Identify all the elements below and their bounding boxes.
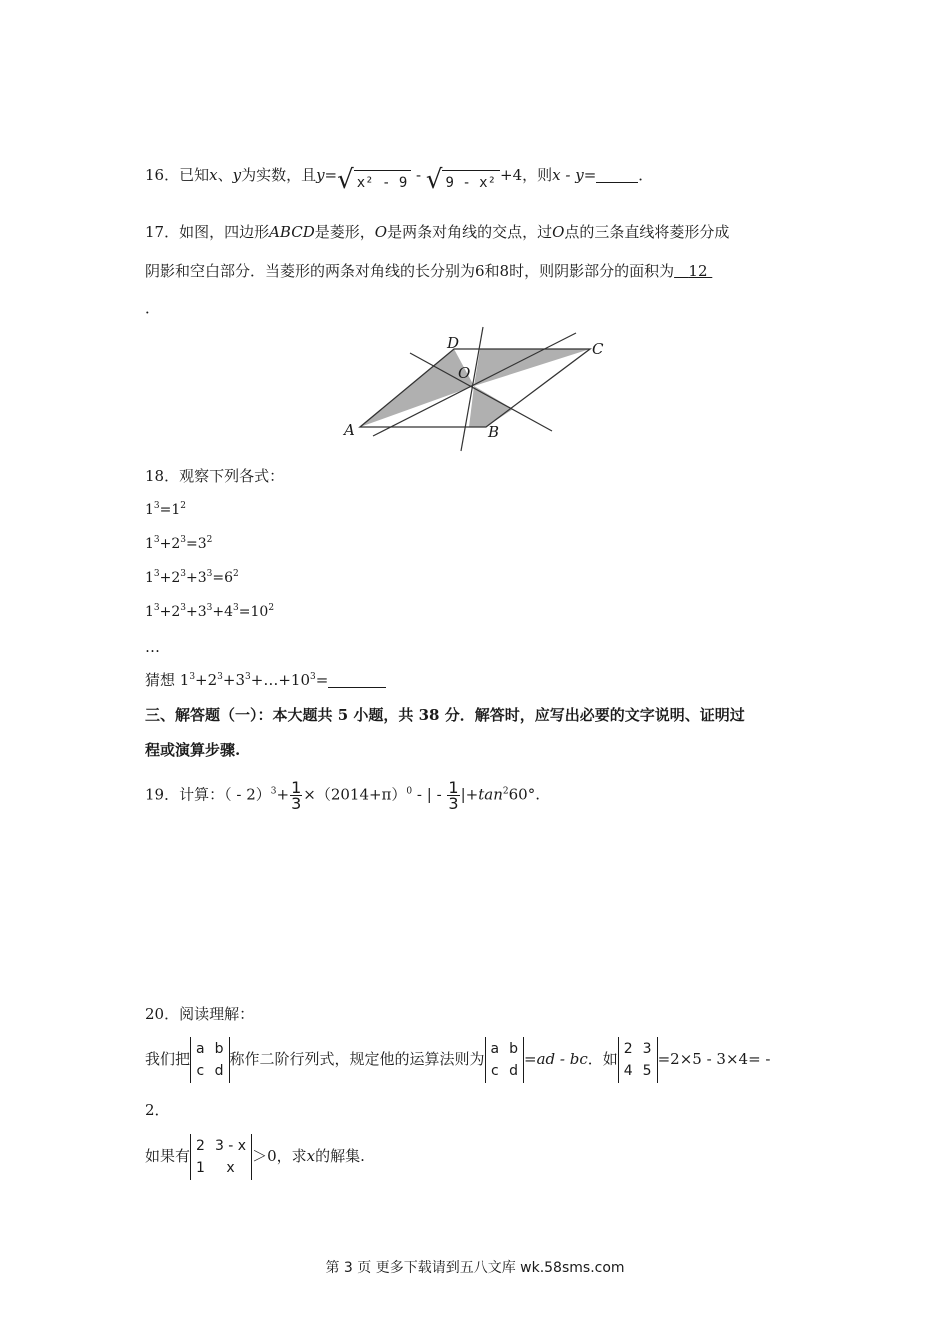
sqrt-1: √ x² - 9	[337, 167, 411, 193]
question-18-title: 18．观察下列各式：	[145, 467, 285, 485]
ellipsis: …	[145, 638, 160, 656]
label-D: D	[447, 334, 460, 352]
shaded-region-upper-right	[474, 349, 590, 386]
question-20-line3: 如果有 2 3 - x 1 x ＞0，求x的解集.	[145, 1132, 365, 1180]
question-20-title: 20．阅读理解：	[145, 1005, 255, 1023]
question-19: 19．计算：（ - 2）$^3$+ $\frac{1}{3}$ $\times(2014+\pi)^0$ - | - $\frac{1}{3}$ $|+\tan^260^\circ$.	[145, 778, 540, 813]
label-B: B	[488, 423, 500, 441]
rhombus-figure	[340, 325, 620, 455]
fraction-one-third: $\frac{1}{3}$	[291, 778, 302, 813]
answer-blank	[596, 167, 638, 183]
label-O: O	[458, 364, 471, 382]
question-20-line2: 2．	[145, 1101, 170, 1119]
question-17-line3: ．	[145, 299, 161, 317]
page-footer: 第 3 页 更多下载请到五八文库 wk.58sms.com	[325, 1260, 625, 1276]
determinant-abcd: a b c d	[190, 1037, 229, 1083]
question-16: 16．已知x、y为实数，且y= √ x² - 9 - √ 9 - x² +4，则x - y= ．	[145, 165, 654, 195]
q17-answer: 12	[688, 262, 708, 280]
question-17-line2: 阴影和空白部分．当菱形的两条对角线的长分别为6和8时，则阴影部分的面积为 12	[145, 261, 712, 281]
section-3-line2: 程或演算步骤.	[145, 741, 241, 759]
equation-1: $1^3=1^2$	[145, 501, 187, 518]
question-20-line1: 我们把 a b c d 称作二阶行列式，规定他的运算法则为 a b c d =ad - bc．如 2 3 4 5 =2×5 - 3×4= -	[145, 1036, 770, 1083]
answer-blank	[328, 672, 386, 688]
equation-3: $1^3+2^3+3^3=6^2$	[145, 569, 239, 586]
determinant-numbers: 2 3 4 5	[618, 1037, 658, 1083]
shaded-region-upper	[360, 349, 474, 427]
label-A: A	[344, 421, 355, 439]
sqrt-2: √ 9 - x²	[426, 167, 500, 193]
guess-line: 猜想 $1^3+2^3+3^3+\dots+10^3=$	[145, 670, 386, 690]
question-17-line1: 17．如图，四边形ABCD是菱形，O是两条对角线的交点，过O点的三条直线将菱形分成	[145, 223, 730, 241]
section-3-line1: 三、解答题（一）：本大题共 5 小题，共 38 分．解答时，应写出必要的文字说明、证明过	[145, 706, 745, 724]
determinant-x: 2 3 - x 1 x	[190, 1134, 252, 1180]
equation-2: $1^3+2^3=3^2$	[145, 535, 213, 552]
label-C: C	[592, 340, 604, 358]
equation-4: $1^3+2^3+3^3+4^3=10^2$	[145, 603, 275, 620]
determinant-abcd-2: a b c d	[485, 1037, 524, 1083]
fraction-one-third-2: $\frac{1}{3}$	[448, 778, 459, 813]
